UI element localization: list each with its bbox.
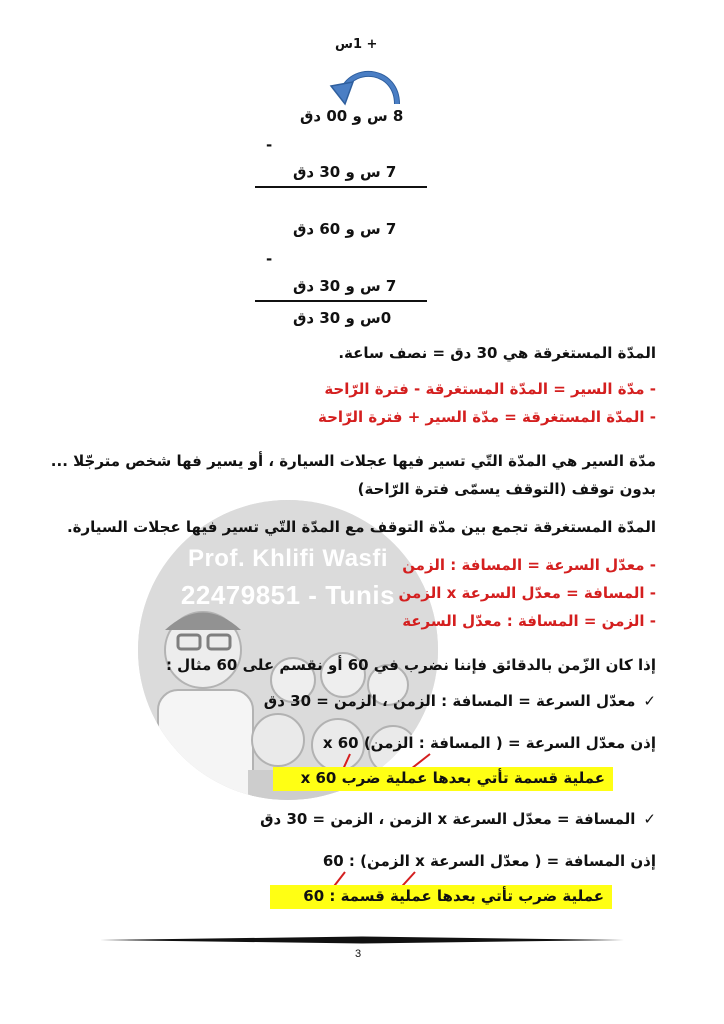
calc-result: 0س و 30 دق <box>293 309 392 327</box>
highlight-divide-then-multiply: عملية قسمة تأتي بعدها عملية ضرب x 60 <box>273 767 613 791</box>
formula-travel-time: - مدّة السير = المدّة المستغرقة - فترة الرّاحة <box>324 380 656 398</box>
calc-row-1: 8 س و 00 دق <box>300 107 404 125</box>
formula-total-duration: - المدّة المستغرقة = مدّة السير + فترة الرّاحة <box>317 408 656 426</box>
carry-plus-one-hour: + 1س <box>335 37 378 52</box>
definition-travel-line1: مدّة السير هي المدّة التّي تسير فيها عجلات السيارة ، أو يسير فها شخص مترجّلا ... <box>50 452 656 470</box>
footer-divider <box>100 936 624 944</box>
calc-divider-2 <box>255 300 427 302</box>
definition-travel-line2: بدون توقف (التوقف يسمّى فترة الرّاحة) <box>357 480 656 498</box>
minutes-conversion-intro: إذا كان الزّمن بالدقائق فإننا نضرب في 60 أو نقسم على 60 مثال : <box>165 656 656 674</box>
example-speed-formula: إذن معدّل السرعة = ( المسافة : الزمن) x 60 <box>322 734 656 752</box>
formula-speed: - معدّل السرعة = المسافة : الزمن <box>402 556 656 574</box>
watermark-phone: 22479851 - Tunis <box>180 580 396 610</box>
calc-row-2: 7 س و 30 دق <box>293 163 397 181</box>
example-distance-formula: إذن المسافة = ( معدّل السرعة x الزمن) : 60 <box>322 852 656 870</box>
checkmark-icon: ✓ <box>643 692 656 710</box>
example-speed-given <box>264 692 656 710</box>
calc-divider-1 <box>255 186 427 188</box>
highlight-multiply-then-divide: عملية ضرب تأتي بعدها عملية قسمة : 60 <box>270 885 612 909</box>
carry-arrow-icon <box>325 60 415 110</box>
example-distance-given <box>260 810 656 828</box>
minus-sign-2: - <box>266 250 273 268</box>
formula-time: - الزمن = المسافة : معدّل السرعة <box>402 612 656 630</box>
calc-row-4: 7 س و 30 دق <box>293 277 397 295</box>
example-distance-text: المسافة = معدّل السرعة x الزمن ، الزمن = 30 دق <box>260 810 636 828</box>
watermark-name: Prof. Khlifi Wasfi <box>187 545 389 572</box>
example-speed-text: معدّل السرعة = المسافة : الزمن ، الزمن = 30 دق <box>263 692 636 710</box>
page-number: 3 <box>355 948 362 960</box>
minus-sign-1: - <box>266 136 273 154</box>
definition-total-duration: المدّة المستغرقة تجمع بين مدّة التوقف مع المدّة التّي تسير فيها عجلات السيارة. <box>66 518 656 536</box>
calc-row-3: 7 س و 60 دق <box>293 220 397 238</box>
formula-distance: - المسافة = معدّل السرعة x الزمن <box>398 584 656 602</box>
duration-result-text: المدّة المستغرقة هي 30 دق = نصف ساعة. <box>338 344 656 362</box>
checkmark-icon: ✓ <box>643 810 656 828</box>
